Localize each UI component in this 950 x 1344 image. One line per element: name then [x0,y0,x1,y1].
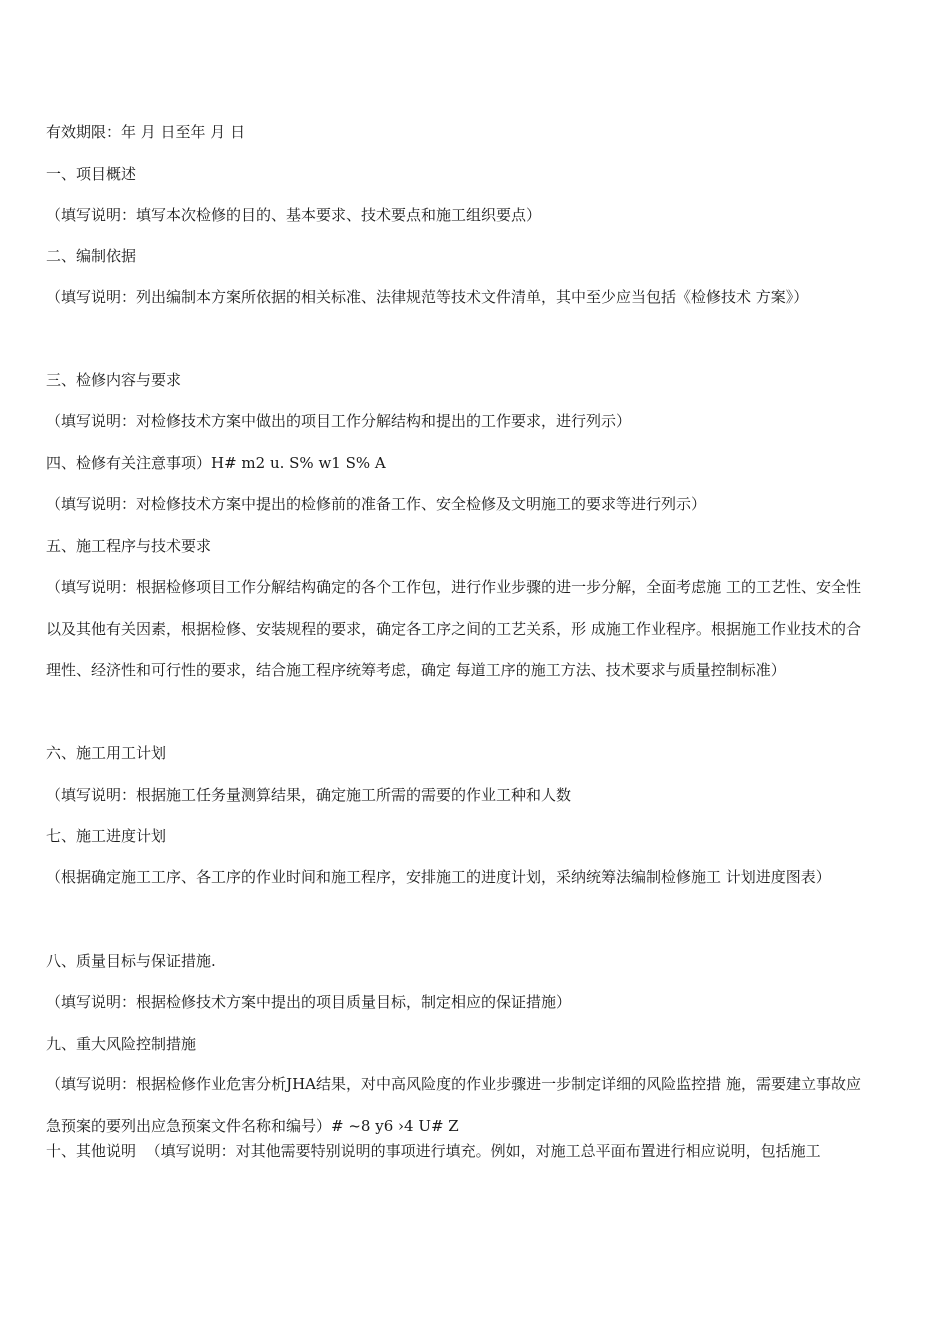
section-note-2: （填写说明：列出编制本方案所依据的相关标准、法律规范等技术文件清单，其中至少应当包括《检修技术 方案》） [46,288,809,306]
section-note-9: （填写说明：根据检修作业危害分析JHA结果，对中高风险度的作业步骤进一步制定详细的风险监控措 施，需要建立事故应急预案的要列出应急预案文件名称和编号）# ~8 y6 ›4 U# Z [46,1075,861,1135]
section-note-6: （填写说明：根据施工任务量测算结果，确定施工所需的需要的作业工种和人数 [46,786,572,804]
section-heading-8: 八、质量目标与保证措施. [46,952,216,970]
section-10 [46,1140,861,1162]
section-note-4: （填写说明：对检修技术方案中提出的检修前的准备工作、安全检修及文明施工的要求等进行列示） [46,495,707,513]
section-heading-1: 一、项目概述 [46,165,137,183]
section-note-10: （填写说明：对其他需要特别说明的事项进行填充。例如，对施工总平面布置进行相应说明，包括施工 [145,1142,821,1160]
section-heading-9: 九、重大风险控制措施 [46,1035,197,1053]
section-note-1: （填写说明：填写本次检修的目的、基本要求、技术要点和施工组织要点） [46,206,542,224]
section-heading-5: 五、施工程序与技术要求 [46,537,212,555]
section-heading-4: 四、检修有关注意事项）H# m2 u. S% w1 S% A [46,454,386,472]
section-heading-2: 二、编制依据 [46,247,137,265]
section-note-3: （填写说明：对检修技术方案中做出的项目工作分解结构和提出的工作要求，进行列示） [46,412,632,430]
section-note-5: （填写说明：根据检修项目工作分解结构确定的各个工作包，进行作业步骤的进一步分解，全面考虑施 工的工艺性、安全性以及其他有关因素，根据检修、安装规程的要求，确定各工序之间的工艺关系，形 成施工作业程序。根据施工作业技术的合理性、经济性和可行性的要求，结合施工程序统筹考虑，确定 每道工序的施工方法、技术要求与质量控制标准） [46,578,861,679]
section-heading-10: 十、其他说明 [46,1142,137,1160]
section-note-7: （根据确定施工工序、各工序的作业时间和施工程序，安排施工的进度计划，采纳统筹法编制检修施工 计划进度图表） [46,868,831,886]
section-heading-3: 三、检修内容与要求 [46,371,182,389]
section-heading-6: 六、施工用工计划 [46,744,167,762]
section-note-8: （填写说明：根据检修技术方案中提出的项目质量目标，制定相应的保证措施） [46,993,572,1011]
validity-period: 有效期限：年 月 日至年 月 日 [46,123,246,141]
section-heading-7: 七、施工进度计划 [46,827,167,845]
